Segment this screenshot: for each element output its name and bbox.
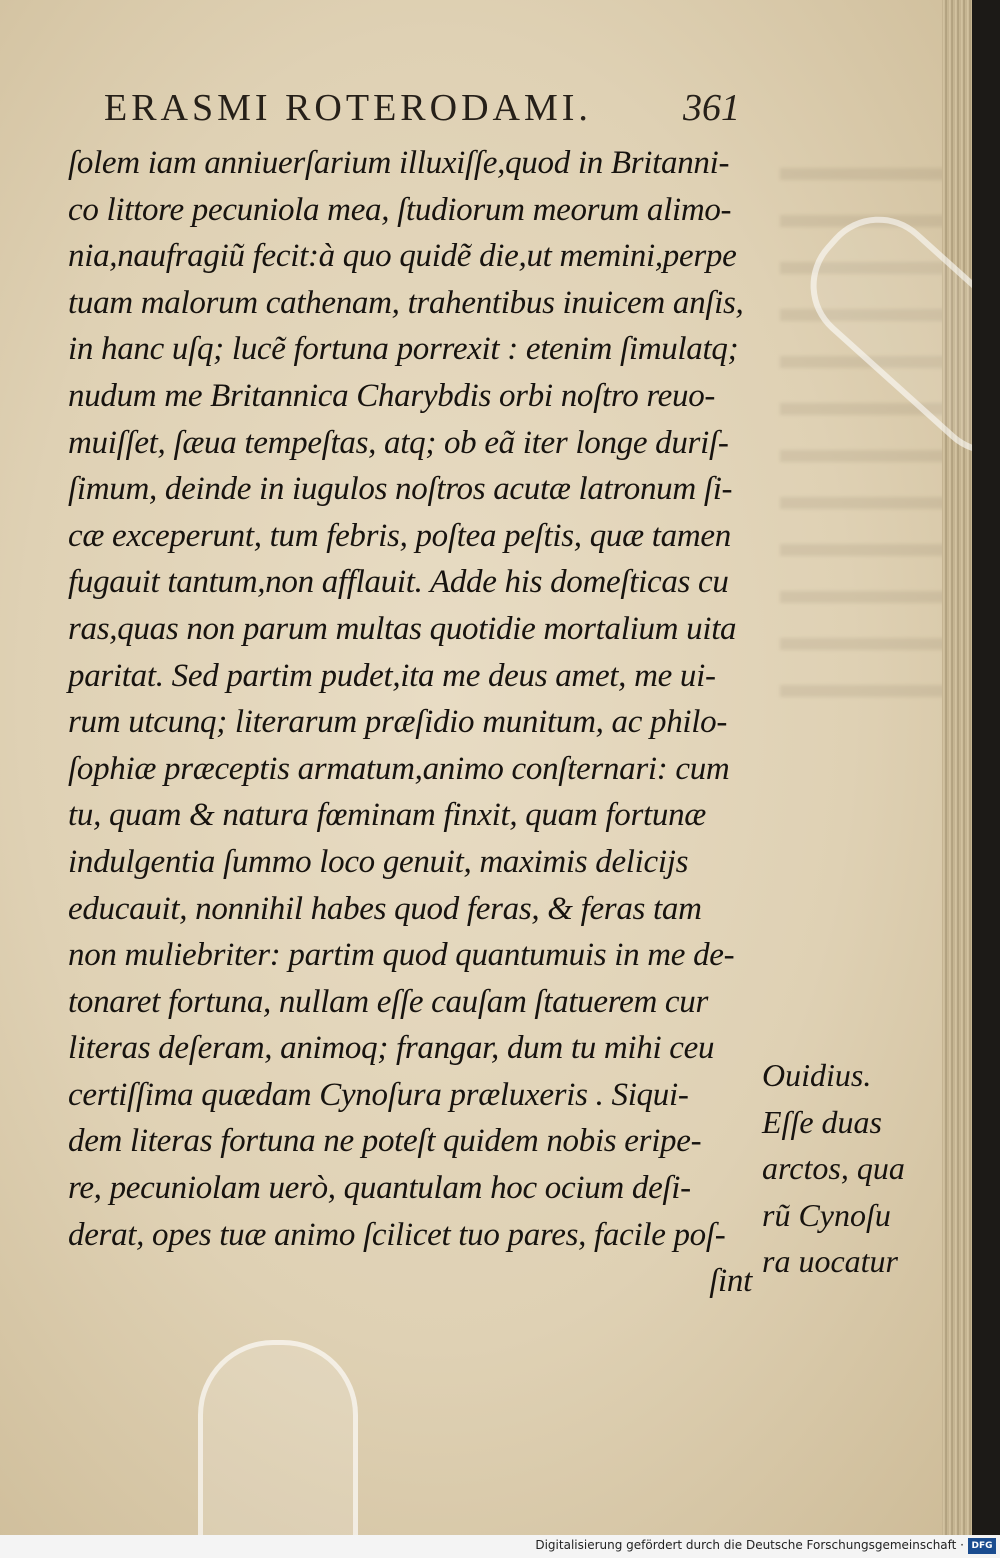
- plastic-clip: [198, 1340, 358, 1535]
- page-edges: [942, 0, 972, 1535]
- text-line: tonaret fortuna, nullam eſſe cauſam ſtatuerem cur: [68, 983, 709, 1020]
- digitization-footer: [0, 1535, 1000, 1558]
- text-line: derat, opes tuæ animo ſcilicet tuo pares, facile poſ-: [68, 1216, 726, 1253]
- text-line: co littore pecuniola mea, ſtudiorum meorum alimo-: [68, 191, 732, 228]
- text-line: ſimum, deinde in iugulos noſtros acutæ latronum ſi-: [68, 471, 733, 508]
- text-line: dem literas fortuna ne poteſt quidem nobis eripe-: [68, 1123, 702, 1160]
- body-text: [68, 140, 758, 1305]
- text-line: fugauit tantum,non afflauit. Adde his domeſticas cu: [68, 564, 729, 601]
- text-line: ſolem iam anniuerſarium illuxiſſe,quod in Britanni-: [68, 145, 730, 181]
- margin-notes: [762, 1052, 905, 1285]
- footer-credit: Digitalisierung gefördert durch die Deutsche Forschungsgemeinschaft ·: [535, 1538, 964, 1552]
- text-line: literas deſeram, animoq; frangar, dum tu mihi ceu: [68, 1030, 715, 1067]
- text-line: educauit, nonnihil habes quod feras, & feras tam: [68, 890, 702, 927]
- text-line: tuam malorum cathenam, trahentibus inuicem anſis,: [68, 284, 744, 321]
- text-line: muiſſet, ſæua tempeſtas, atq; ob eã iter longe duriſ-: [68, 424, 729, 461]
- text-line: paritat. Sed partim pudet,ita me deus amet, me ui-: [68, 657, 716, 694]
- text-line: nudum me Britannica Charybdis orbi noſtro reuo-: [68, 377, 716, 414]
- text-line: indulgentia ſummo loco genuit, maximis delicijs: [68, 843, 689, 880]
- margin-note: Eſſe duas: [762, 1103, 882, 1140]
- catchword: ſint: [709, 1263, 752, 1300]
- text-line: ſophiæ præceptis armatum,animo conſternari: cum: [68, 750, 730, 787]
- margin-note: arctos, qua: [762, 1150, 905, 1187]
- text-line: nia,naufragiũ fecit:à quo quidẽ die,ut memini,perpe: [68, 238, 737, 275]
- text-line: in hanc uſq; lucẽ fortuna porrexit : etenim ſimulatq;: [68, 331, 739, 368]
- dfg-logo-icon: DFG: [968, 1538, 996, 1554]
- text-line: certiſſima quædam Cynoſura præluxeris . Siqui-: [68, 1076, 689, 1113]
- text-line: non muliebriter: partim quod quantumuis in me de-: [68, 937, 735, 974]
- page-number: 361: [683, 87, 740, 129]
- margin-note: ra uocatur: [762, 1243, 898, 1280]
- text-line: ras,quas non parum multas quotidie mortalium uita: [68, 610, 737, 647]
- running-head: ERASMI ROTERODAMI.: [104, 87, 592, 129]
- margin-note: rũ Cynoſu: [762, 1196, 891, 1233]
- text-line: tu, quam & natura fœminam finxit, quam fortunæ: [68, 797, 706, 834]
- text-line: cæ exceperunt, tum febris, poſtea peſtis, quæ tamen: [68, 517, 731, 554]
- text-line: re, pecuniolam uerò, quantulam hoc ocium deſi-: [68, 1170, 691, 1207]
- text-line: rum utcunq; literarum præſidio munitum, ac philo-: [68, 704, 728, 741]
- margin-note: Ouidius.: [762, 1057, 872, 1093]
